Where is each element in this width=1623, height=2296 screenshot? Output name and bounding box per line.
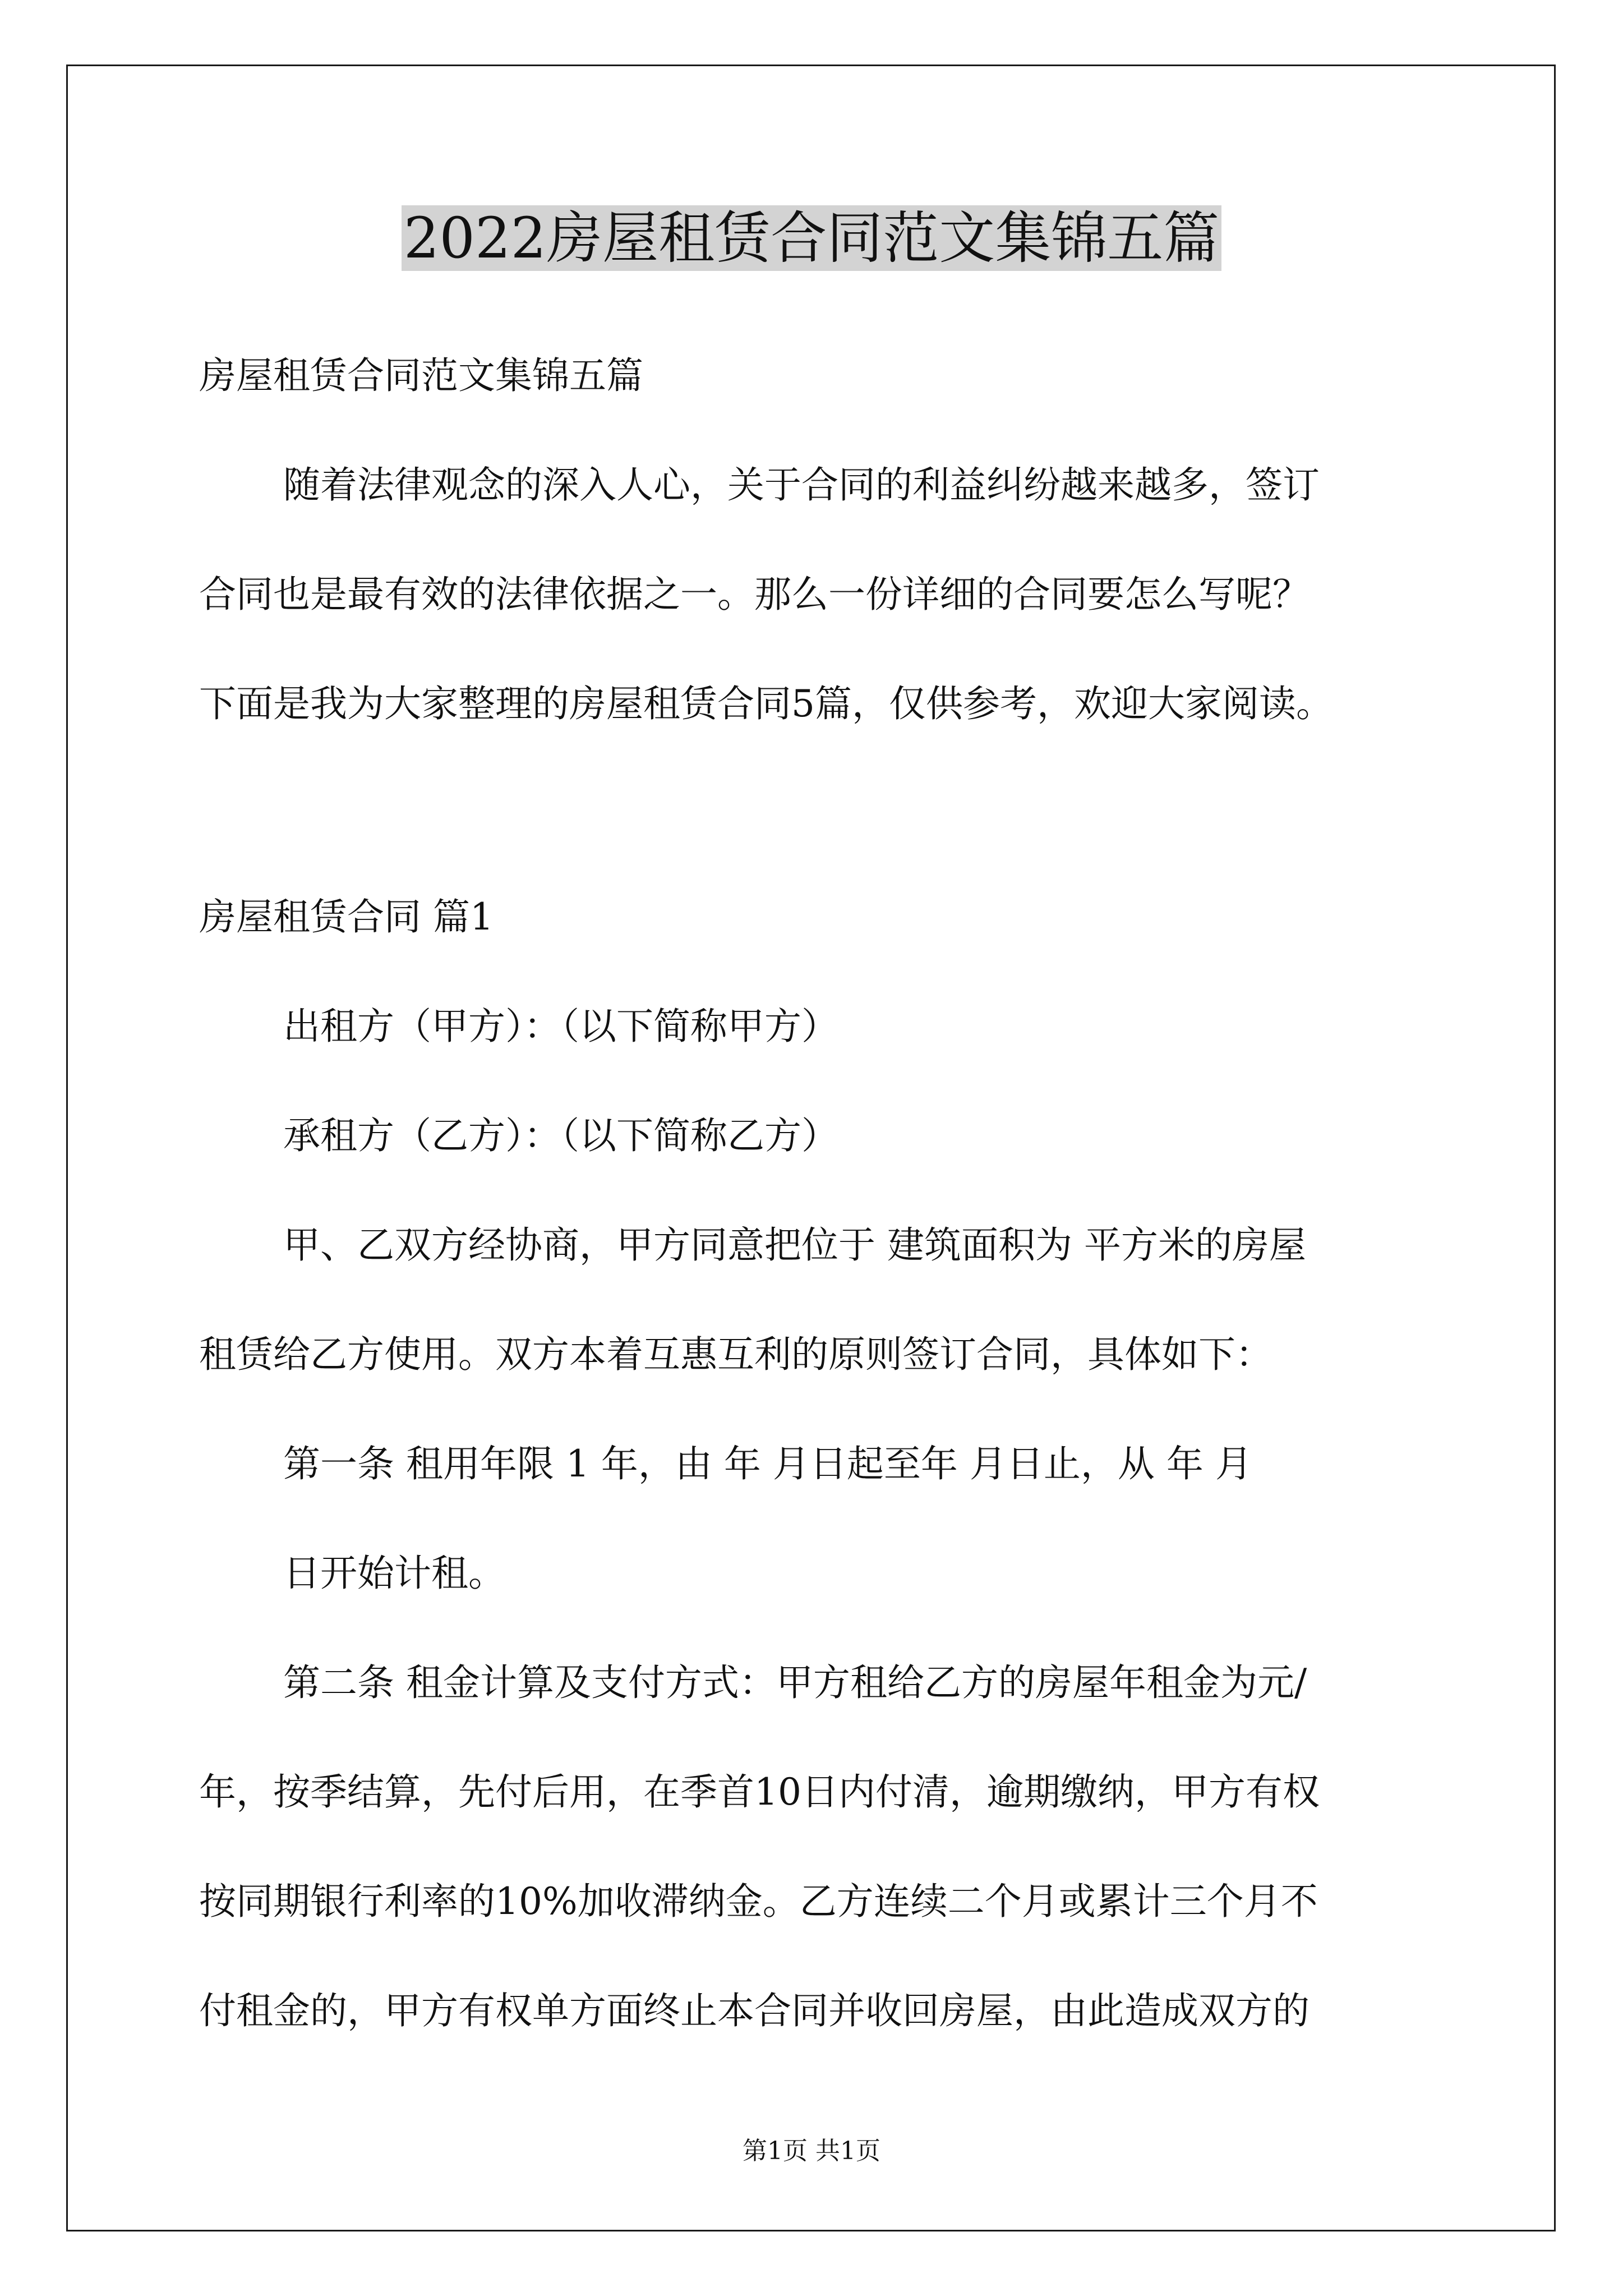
body-line: 租赁给乙方使用。双方本着互惠互利的原则签订合同，具体如下： [199,1333,1272,1376]
section-heading: 房屋租赁合同 篇1 [199,895,494,938]
body-line: 甲、乙双方经协商，甲方同意把位于 建筑面积为 平方米的房屋 [283,1223,1306,1267]
document-title [0,196,1623,280]
body-line: 第二条 租金计算及支付方式：甲方租给乙方的房屋年租金为元/ [283,1661,1307,1704]
body-line: 承租方（乙方）：（以下简称乙方） [283,1114,838,1157]
intro-line: 下面是我为大家整理的房屋租赁合同5篇，仅供参考，欢迎大家阅读。 [199,682,1333,725]
body-line: 日开始计租。 [283,1552,505,1595]
body-line: 按同期银行利率的10%加收滞纳金。乙方连续二个月或累计三个月不 [199,1880,1318,1923]
body-line: 付租金的，甲方有权单方面终止本合同并收回房屋，由此造成双方的 [199,1989,1310,2032]
intro-line: 合同也是最有效的法律依据之一。那么一份详细的合同要怎么写呢？ [199,573,1310,616]
body-line: 年，按季结算，先付后用，在季首10日内付清，逾期缴纳，甲方有权 [199,1770,1320,1814]
body-line: 出租方（甲方）：（以下简称甲方） [283,1005,838,1048]
document-subtitle: 房屋租赁合同范文集锦五篇 [199,354,643,397]
intro-line: 随着法律观念的深入人心，关于合同的利益纠纷越来越多，签订 [283,463,1320,507]
page-number: 第1页 共1页 [743,2137,880,2165]
body-line: 第一条 租用年限 1 年，由 年 月日起至年 月日止，从 年 月 [283,1442,1252,1485]
document-title-text: 2022房屋租赁合同范文集锦五篇 [402,205,1222,271]
